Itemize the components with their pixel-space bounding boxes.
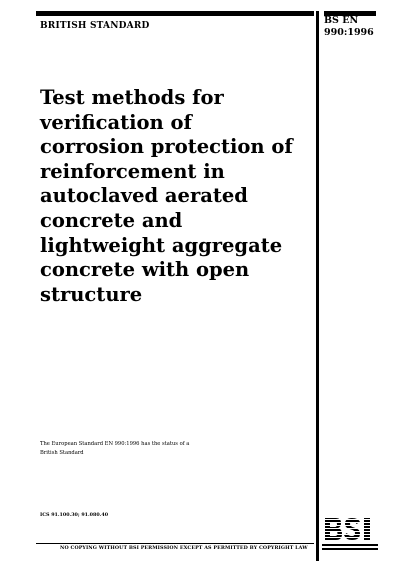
top-rule [36, 11, 314, 16]
ics-code: ICS 91.100.30; 91.080.40 [40, 512, 109, 518]
title-line: autoclaved aerated [40, 184, 248, 208]
footer-rule [36, 543, 314, 544]
title-line: reinforcement in [40, 159, 225, 183]
title-line: verification of [40, 110, 192, 134]
bsi-logo [322, 508, 378, 552]
title-line: Test methods for [40, 86, 224, 109]
standard-number-line1: BS EN [324, 15, 359, 26]
status-note [40, 440, 280, 458]
standard-number [324, 15, 374, 39]
status-note-line1: The European Standard EN 990:1996 has the status of a [40, 441, 190, 447]
status-note-line2: British Standard [40, 450, 84, 456]
copyright-notice: NO COPYING WITHOUT BSI PERMISSION EXCEPT AS PERMITTED BY COPYRIGHT LAW [60, 545, 308, 551]
vertical-rule [316, 11, 319, 561]
title-line: concrete with open [40, 258, 250, 282]
title-line: corrosion protection of [40, 135, 293, 159]
title-line: lightweight aggregate [40, 233, 283, 257]
title-line: structure [40, 282, 143, 306]
document-title [40, 86, 315, 307]
standard-number-line2: 990:1996 [324, 27, 374, 38]
title-line: concrete and [40, 208, 183, 232]
series-label: BRITISH STANDARD [40, 21, 150, 31]
